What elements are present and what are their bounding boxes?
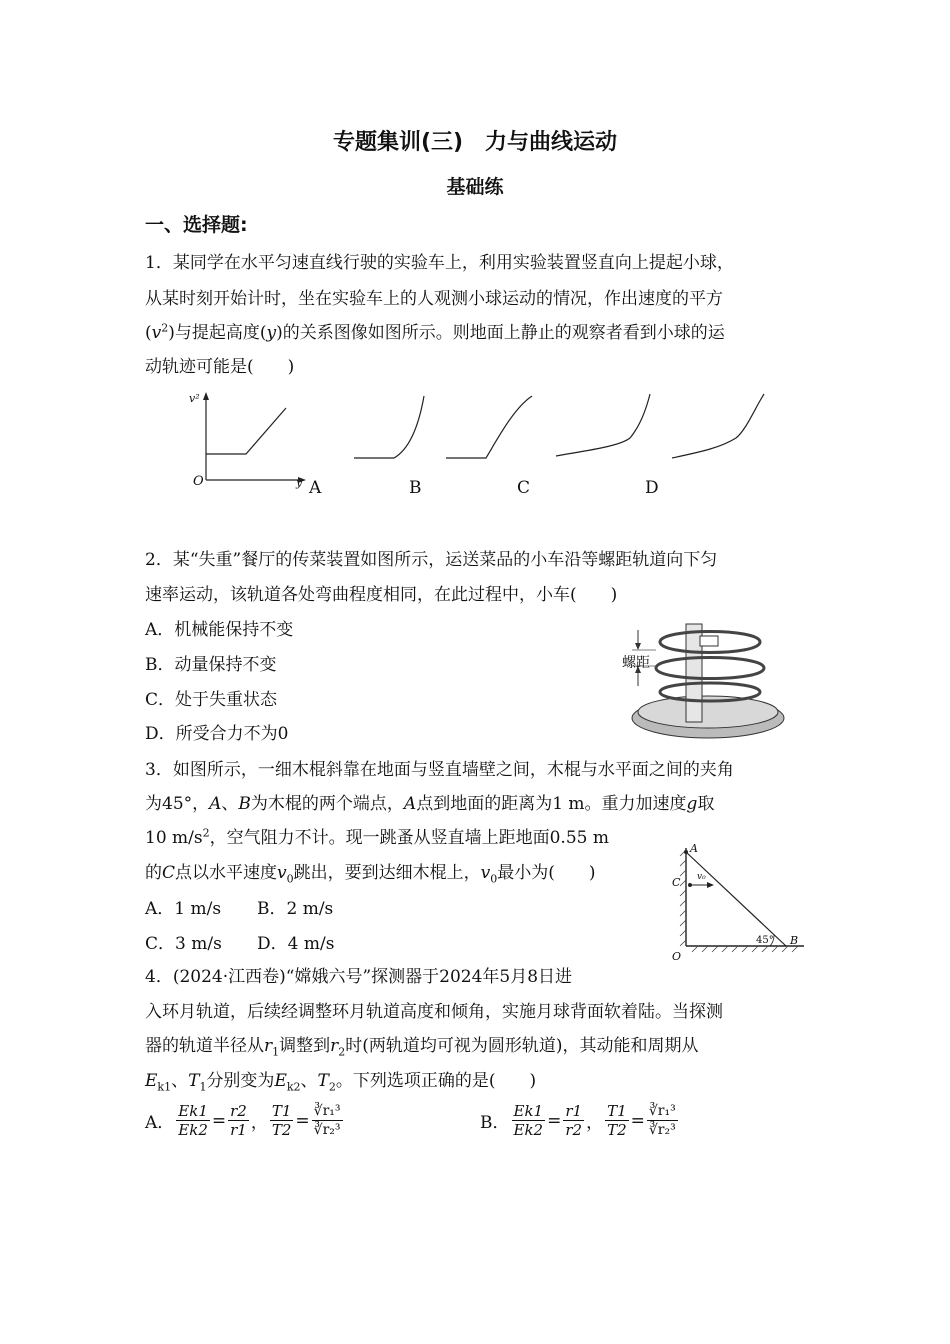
q1-line4: 动轨迹可能是( )	[145, 357, 295, 377]
q4-line2: 入环月轨道，后续经调整环月轨道高度和倾角，实施月球背面软着陆。当探测	[145, 1002, 723, 1022]
q3-option-a[interactable]: A．1 m/s	[145, 899, 222, 919]
q2-line1: 2．某“失重”餐厅的传菜装置如图所示，运送菜品的小车沿等螺距轨道向下匀	[145, 550, 718, 570]
q3-label-v0: v₀	[697, 872, 706, 882]
q3-stick	[686, 852, 786, 946]
q1-curve-e	[672, 394, 764, 458]
q1-option-a[interactable]: A	[309, 478, 322, 498]
q1-curve-d	[556, 394, 650, 456]
q2-option-a[interactable]: A．机械能保持不变	[145, 620, 294, 640]
q1-curve-b	[354, 396, 424, 458]
q1-curve-c	[446, 396, 532, 458]
q4-line1: 4．(2024·江西卷)“嫦娥六号”探测器于2024年5月8日进	[145, 967, 573, 987]
q3-label-o: O	[672, 950, 682, 963]
q1-option-c[interactable]: C	[517, 478, 531, 498]
q3-line4: 的C点以水平速度$v_0$跳出，要到达细木棍上，$v_0$最小为( )	[145, 863, 596, 886]
q3-line1: 3．如图所示，一细木棍斜靠在地面与竖直墙壁之间，木棍与水平面之间的夹角	[145, 760, 734, 780]
q1-line3: $(v^2)$与提起高度(y)的关系图像如图所示。则地面上静止的观察者看到小球的运	[145, 321, 725, 343]
q1-origin: O	[193, 474, 204, 489]
q3-label-angle: 45°	[756, 935, 774, 946]
q3-line2: 为45°，A、B为木棍的两个端点，A点到地面的距离为1 m。重力加速度g取	[145, 794, 715, 814]
q1-line2: 从某时刻开始计时，坐在实验车上的人观测小球运动的情况，作出速度的平方	[145, 289, 723, 309]
q1-graph-line	[206, 408, 286, 454]
q2-track-2	[656, 658, 764, 679]
q2-cart	[700, 636, 718, 646]
q4-option-a[interactable]: A． $\frac{Ek1}{Ek2}$ = $\frac{r2}{r1}$ ， $\frac{T1}{T2}$ = $\frac{\text{∛r₁³}}{\text{∛r₂³}}$	[145, 1102, 341, 1139]
q4-line4: $E_{k1}$、$T_1$分别变为$E_{k2}$、$T_2$。下列选项正确的是( )	[145, 1071, 537, 1094]
q1-figure	[180, 390, 820, 502]
q1-option-b[interactable]: B	[409, 478, 422, 498]
q3-label-b: B	[790, 934, 799, 947]
page-subtitle: 基础练	[446, 176, 504, 198]
q3-option-b[interactable]: B．2 m/s	[257, 899, 334, 919]
q2-figure-label: 螺距	[622, 655, 650, 671]
q1-xlabel: y	[296, 476, 303, 489]
q4-line3: 器的轨道半径从$r_1$调整到$r_2$时(两轨道均可视为圆形轨道)，其动能和周期从	[145, 1036, 699, 1059]
q2-option-d[interactable]: D．所受合力不为0	[145, 724, 289, 744]
q2-option-b[interactable]: B．动量保持不变	[145, 655, 277, 675]
q1-yaxis-arrow	[203, 392, 209, 400]
page-title: 专题集训(三) 力与曲线运动	[332, 130, 618, 155]
q1-line1: 1．某同学在水平匀速直线行驶的实验车上，利用实验装置竖直向上提起小球，	[145, 253, 734, 273]
q3-option-c[interactable]: C．3 m/s	[145, 934, 222, 954]
q1-ylabel: v²	[189, 392, 200, 405]
section-heading: 一、选择题:	[145, 214, 248, 236]
q4-option-b[interactable]: B． $\frac{Ek1}{Ek2}$ = $\frac{r1}{r2}$ ， $\frac{T1}{T2}$ = $\frac{\text{∛r₁³}}{\text{∛r₂³}}$	[480, 1102, 676, 1139]
q3-option-d[interactable]: D．4 m/s	[257, 934, 335, 954]
q2-spiral-figure	[620, 610, 800, 740]
q2-line2: 速率运动，该轨道各处弯曲程度相同，在此过程中，小车( )	[145, 585, 618, 605]
q1-option-d[interactable]: D	[645, 478, 659, 498]
q3-label-a: A	[690, 842, 698, 855]
q2-option-c[interactable]: C．处于失重状态	[145, 690, 278, 710]
q3-label-c: C	[672, 876, 681, 889]
q3-line3: 10 $m/s^2$，空气阻力不计。现一跳蚤从竖直墙上距地面0.55 m	[145, 826, 609, 848]
